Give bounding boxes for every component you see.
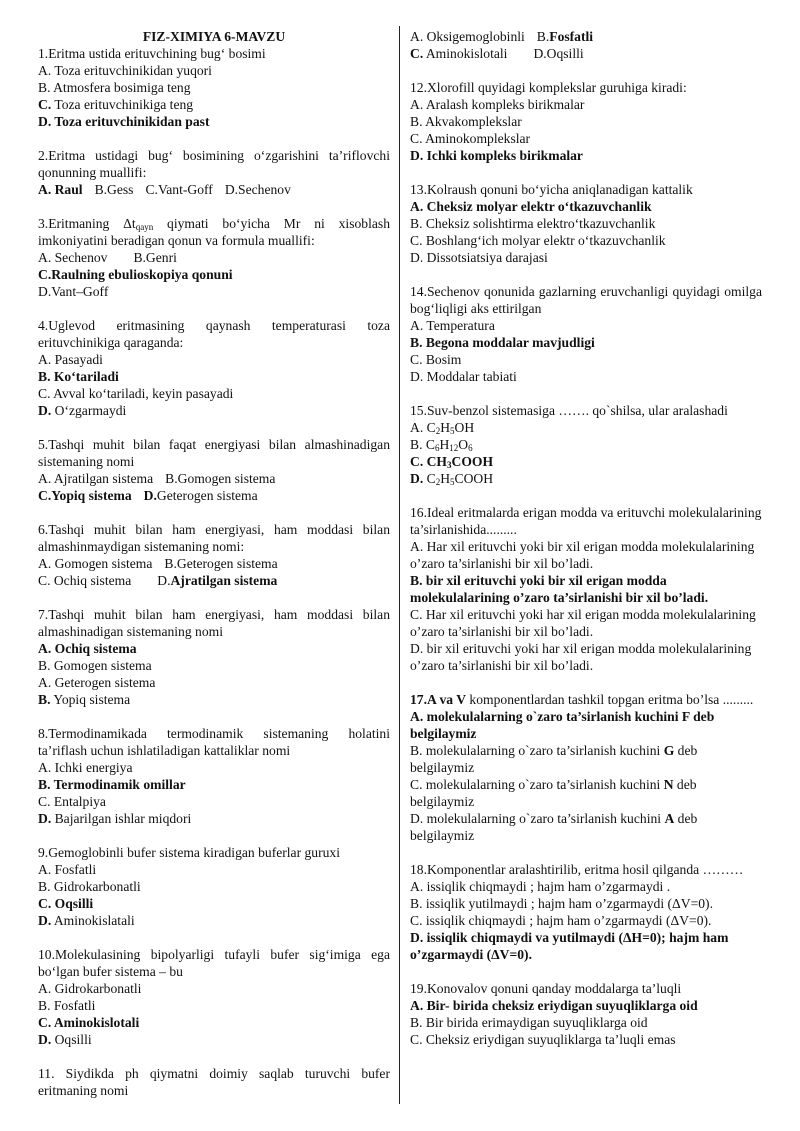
options-row	[38, 572, 390, 589]
option-c: C.Vant-Goff	[145, 182, 213, 197]
option-c: C. Bosim	[410, 352, 462, 367]
option-text: Yopiq sistema	[50, 692, 131, 707]
option-letter: B.	[38, 692, 51, 707]
option-a: A. Gidrokarbonatli	[38, 981, 142, 996]
question-10	[38, 946, 390, 1048]
option-d-correct: D. issiqlik chiqmaydi va yutilmaydi (ΔH=0); hajm ham o’zgarmaydi (ΔV=0).	[410, 930, 729, 962]
option-b: B. Akvakomplekslar	[410, 114, 522, 129]
question-text: 12.Xlorofill quyidagi komplekslar guruhiga kiradi:	[410, 80, 687, 95]
question-text: 2.Eritma ustidagi bug‘ bosimining o‘zgarishini ta’riflovchi qonunning muallifi:	[38, 148, 390, 180]
option-a: A. Ajratilgan sistema	[38, 471, 154, 486]
question-11	[38, 1065, 390, 1099]
question-17	[410, 691, 762, 844]
formula-subscript: 5	[450, 426, 455, 436]
formula-part: C	[423, 471, 436, 486]
option-a-correct: A. Bir- birida cheksiz eriydigan suyuqliklarga oid	[410, 998, 698, 1013]
question-text: 5.Tashqi muhit bilan faqat energiyasi bilan almashinadigan sistemaning nomi	[38, 437, 390, 469]
option-c: C. Boshlang‘ich molyar elektr o‘tkazuvchanlik	[410, 233, 666, 248]
option-d: D.Vant–Goff	[38, 284, 109, 299]
option-a	[410, 419, 762, 436]
option-text: O‘zgarmaydi	[51, 403, 127, 418]
option-text: Oqsilli	[51, 1032, 92, 1047]
option-text: D. molekulalarning o`zaro ta’sirlanish kuchini	[410, 811, 665, 826]
question-3	[38, 215, 390, 300]
question-7	[38, 606, 390, 708]
option-b: B. Fosfatli	[38, 998, 96, 1013]
option-text: deb belgilaymiz	[410, 743, 698, 775]
option-d: Geterogen sistema	[156, 488, 258, 503]
question-text: 6.Tashqi muhit bilan ham energiyasi, ham moddasi bilan almashinmaydigan sistemaning nomi:	[38, 522, 390, 554]
option-a: A. Temperatura	[410, 318, 495, 333]
question-text-part: qiymati bo‘yicha Mr ni xisoblash imkoniyatini beradigan qonun va formula muallifi:	[38, 216, 390, 248]
option-b: B. Atmosfera bosimiga teng	[38, 80, 191, 95]
question-4	[38, 317, 390, 419]
option-d: D. Moddalar tabiati	[410, 369, 517, 384]
options-row	[38, 249, 390, 266]
option-b: B.Genri	[133, 250, 177, 265]
question-1	[38, 45, 390, 130]
formula-part: O	[458, 437, 469, 452]
option-b: B. issiqlik yutilmaydi ; hajm ham o’zgarmaydi (ΔV=0).	[410, 896, 713, 911]
question-text: 14.Sechenov qonunida gazlarning eruvchanligi quyidagi omilga bog‘liqligi aks ettirilgan	[410, 284, 762, 316]
option-d	[410, 470, 762, 487]
option-text: Bajarilgan ishlar miqdori	[51, 811, 192, 826]
option-d-correct: D. Toza erituvchinikidan past	[38, 114, 210, 129]
option-c-correct: C.Yopiq sistema	[38, 488, 132, 503]
option-d: D. bir xil erituvchi yoki har xil erigan modda molekulalarining o’zaro ta’sirlanishi bir xil bo’ladi.	[410, 641, 752, 673]
column-divider	[399, 26, 400, 1104]
option-d: D.Sechenov	[224, 182, 291, 197]
option-b-correct: B. Begona moddalar mavjudligi	[410, 335, 595, 350]
option-d	[38, 691, 390, 708]
option-c: C. Aminokomplekslar	[410, 131, 531, 146]
question-19	[410, 980, 762, 1048]
question-text: 1.Eritma ustida erituvchining bug‘ bosimi	[38, 46, 266, 61]
formula-subscript: 6	[468, 443, 473, 453]
option-a-correct: A. Ochiq sistema	[38, 641, 137, 656]
option-b: B. Bir birida erimaydigan suyuqliklarga oid	[410, 1015, 648, 1030]
question-18	[410, 861, 762, 963]
question-text: 10.Molekulasining bipolyarligi tufayli bufer sig‘imiga ega bo‘lgan bufer sistema – bu	[38, 947, 390, 979]
question-12	[410, 79, 762, 164]
option-d	[410, 810, 762, 844]
formula-part: H	[440, 471, 451, 486]
option-b-correct: Fosfatli	[549, 29, 594, 44]
question-2	[38, 147, 390, 198]
option-b: B. Cheksiz solishtirma elektro‘tkazuvchanlik	[410, 216, 656, 231]
option-a: A. Fosfatli	[38, 862, 97, 877]
option-d: D. Dissotsiatsiya darajasi	[410, 250, 548, 265]
option-d-correct: Ajratilgan sistema	[170, 573, 278, 588]
question-text-part: komponentlardan tashkil topgan eritma bo’lsa .........	[466, 692, 754, 707]
option-c-correct: C. Oqsilli	[38, 896, 94, 911]
question-text: 18.Komponentlar aralashtirilib, eritma hosil qilganda ………	[410, 862, 744, 877]
option-a: A. Har xil erituvchi yoki bir xil erigan modda molekulalarining o’zaro ta’sirlanishi bir xil bo’ladi.	[410, 539, 755, 571]
option-a-correct: A. molekulalarning o`zaro ta’sirlanish kuchini F deb belgilaymiz	[410, 709, 715, 741]
formula-part: OH	[454, 420, 475, 435]
question-text: 16.Ideal eritmalarda erigan modda va erituvchi molekulalarining ta’sirlanishida.........	[410, 505, 762, 537]
option-c-correct: C. Aminokislotali	[38, 1015, 140, 1030]
question-text: 7.Tashqi muhit bilan ham energiyasi, ham moddasi bilan almashinadigan sistemaning nomi	[38, 607, 390, 639]
question-9	[38, 844, 390, 929]
option-c: C. Har xil erituvchi yoki har xil erigan modda molekulalarining o’zaro ta’sirlanishi bir xil bo’ladi.	[410, 607, 756, 639]
option-c: Aminokislotali	[423, 46, 508, 61]
formula-subscript: 2	[435, 477, 441, 487]
left-column	[38, 28, 390, 1116]
option-c: A. Geterogen sistema	[38, 675, 156, 690]
question-text: 19.Konovalov qonuni qanday moddalarga ta’luqli	[410, 981, 682, 996]
right-column	[410, 28, 762, 1065]
formula-subscript: 3	[447, 460, 452, 470]
option-letter: B.	[536, 29, 550, 44]
option-a-correct: A. Raul	[38, 182, 83, 197]
option-c-correct: C.Raulning ebulioskopiya qonuni	[38, 267, 233, 282]
formula-part: COOH	[451, 454, 494, 469]
option-b: B.Gomogen sistema	[165, 471, 276, 486]
options-row	[38, 470, 390, 487]
option-c: C. issiqlik chiqmaydi ; hajm ham o’zgarmaydi (ΔV=0).	[410, 913, 712, 928]
option-b	[410, 436, 762, 453]
option-b-correct: B. Termodinamik omillar	[38, 777, 186, 792]
option-b: B.Geterogen sistema	[164, 556, 278, 571]
option-letter: D.	[38, 403, 52, 418]
formula-subscript: 12	[449, 443, 459, 453]
option-text: B. molekulalarning o`zaro ta’sirlanish kuchini	[410, 743, 664, 758]
question-6	[38, 521, 390, 589]
option-c	[410, 776, 762, 810]
question-16	[410, 504, 762, 674]
formula-part: COOH	[454, 471, 494, 486]
option-c: C. Entalpiya	[38, 794, 106, 809]
option-key: A	[664, 811, 675, 826]
option-letter: D.	[410, 471, 424, 486]
option-key: N	[663, 777, 674, 792]
options-row	[38, 181, 390, 198]
question-text-part: 3.Eritmaning Δt	[38, 216, 136, 231]
question-number: 17.A va V	[410, 692, 467, 707]
option-letter: D.	[38, 913, 52, 928]
formula-subscript: 6	[434, 443, 440, 453]
question-text: 13.Kolraush qonuni bo‘yicha aniqlanadigan kattalik	[410, 182, 693, 197]
option-b: B. Gidrokarbonatli	[38, 879, 141, 894]
options-row	[38, 555, 390, 572]
option-a: A. issiqlik chiqmaydi ; hajm ham o’zgarmaydi .	[410, 879, 671, 894]
question-15	[410, 402, 762, 487]
option-a: A. Toza erituvchinikidan yuqori	[38, 63, 212, 78]
formula-part: A. C	[410, 420, 436, 435]
option-d	[38, 810, 390, 827]
option-c: C. Ochiq sistema	[38, 573, 132, 588]
formula-part: C. CH	[410, 454, 448, 469]
question-text: 11. Siydikda ph qiymatni doimiy saqlab turuvchi bufer eritmaning nomi	[38, 1066, 390, 1098]
option-letter: D.	[157, 573, 171, 588]
option-letter: C.	[410, 46, 424, 61]
question-text: 9.Gemoglobinli bufer sistema kiradigan buferlar guruxi	[38, 845, 341, 860]
option-b-correct: B. bir xil erituvchi yoki bir xil erigan modda molekulalarining o’zaro ta’sirlanishi bir xil bo’ladi.	[410, 573, 709, 605]
question-text: 15.Suv-benzol sistemasiga ……. qo`shilsa, ular aralashadi	[410, 403, 728, 418]
option-c-correct	[410, 453, 762, 470]
question-8	[38, 725, 390, 827]
question-text: 4.Uglevod eritmasining qaynash temperaturasi toza erituvchinikiga qaraganda:	[38, 318, 390, 350]
option-text: deb belgilaymiz	[410, 777, 697, 809]
option-text: Toza erituvchinikiga teng	[51, 97, 194, 112]
option-text: C. molekulalarning o`zaro ta’sirlanish kuchini	[410, 777, 664, 792]
option-d: D.Oqsilli	[533, 46, 584, 61]
option-letter: D.	[38, 1032, 52, 1047]
question-subscript: qayn	[135, 222, 154, 232]
formula-part: H	[440, 420, 451, 435]
option-key: G	[663, 743, 675, 758]
formula-subscript: 2	[435, 426, 441, 436]
option-a: A. Gomogen sistema	[38, 556, 153, 571]
options-row	[410, 28, 762, 45]
option-a: A. Sechenov	[38, 250, 108, 265]
option-text: Aminokislatali	[51, 913, 135, 928]
options-row	[410, 45, 762, 62]
question-text: 8.Termodinamikada termodinamik sistemaning holatini ta’riflash uchun ishlatiladigan kattaliklar nomi	[38, 726, 390, 758]
question-5	[38, 436, 390, 504]
option-c: C. Avval ko‘tariladi, keyin pasayadi	[38, 386, 234, 401]
option-d	[38, 402, 390, 419]
option-c: C. Cheksiz eriydigan suyuqliklarga ta’luqli emas	[410, 1032, 676, 1047]
option-c	[38, 96, 390, 113]
options-row	[38, 487, 390, 504]
option-a-correct: A. Cheksiz molyar elektr o‘tkazuvchanlik	[410, 199, 652, 214]
question-text	[410, 691, 762, 708]
formula-part: H	[439, 437, 450, 452]
formula-subscript: 5	[450, 477, 455, 487]
option-letter: C.	[38, 97, 52, 112]
formula-part: B. C	[410, 437, 435, 452]
option-d-correct: D. Ichki kompleks birikmalar	[410, 148, 583, 163]
option-d	[38, 912, 390, 929]
question-13	[410, 181, 762, 266]
question-11-options	[410, 28, 762, 62]
option-b: B.Gess	[94, 182, 134, 197]
question-text	[38, 215, 390, 249]
option-b	[410, 742, 762, 776]
option-d	[38, 1031, 390, 1048]
option-letter: D.	[38, 811, 52, 826]
option-a: A. Oksigemoglobinli	[410, 29, 525, 44]
page-title: FIZ-XIMIYA 6-MAVZU	[142, 29, 286, 44]
option-a: A. Aralash kompleks birikmalar	[410, 97, 585, 112]
option-b: B. Gomogen sistema	[38, 658, 152, 673]
question-14	[410, 283, 762, 385]
option-a: A. Ichki energiya	[38, 760, 133, 775]
option-b-correct: B. Ko‘tariladi	[38, 369, 119, 384]
option-a: A. Pasayadi	[38, 352, 103, 367]
option-letter: D.	[143, 488, 157, 503]
option-text: deb belgilaymiz	[410, 811, 698, 843]
